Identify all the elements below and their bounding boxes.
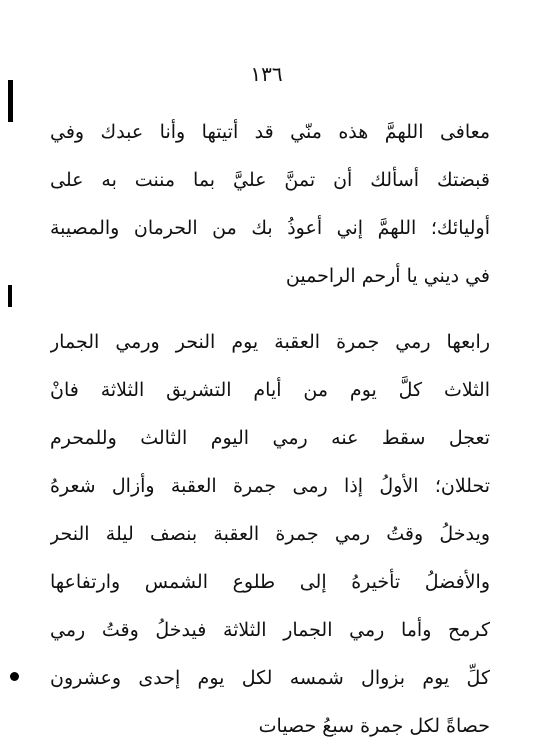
margin-mark <box>8 80 13 122</box>
margin-mark <box>8 285 12 307</box>
text-line: قبضتك أسألك أن تمنَّ عليَّ بما مننت به على <box>50 169 490 191</box>
text-line: الثلاث كلَّ يوم من أيام التشريق الثلاثة فانْ <box>50 379 490 401</box>
text-line: تعجل سقط عنه رمي اليوم الثالث وللمحرم <box>50 427 490 449</box>
text-line: كلِّ يوم بزوال شمسه لكل يوم إحدى وعشرون <box>50 667 490 689</box>
paragraph-rites <box>50 318 490 750</box>
margin-dot <box>10 672 19 681</box>
text-line: معافى اللهمَّ هذه منّي قد أتيتها وأنا عبدك وفي <box>50 121 490 143</box>
page-number: ١٣٦ <box>250 62 283 86</box>
text-line: ويدخلُ وقتُ رمي جمرة العقبة بنصف ليلة النحر <box>50 523 490 545</box>
text-line: والأفضلُ تأخيرهُ إلى طلوع الشمس وارتفاعها <box>50 571 490 593</box>
text-line: رابعها رمي جمرة العقبة يوم النحر ورمي الجمار <box>50 331 490 353</box>
text-line: كرمح وأما رمي الجمار الثلاثة فيدخلُ وقتُ رمي <box>50 619 490 641</box>
text-line: حصاةً لكل جمرة سبعُ حصيات <box>258 715 490 737</box>
text-line: أوليائك؛ اللهمَّ إني أعوذُ بك من الحرمان والمصيبة <box>50 217 490 239</box>
paragraph-prayer <box>50 108 490 300</box>
text-line: في ديني يا أرحم الراحمين <box>285 265 490 287</box>
text-line: تحللان؛ الأولُ إذا رمى جمرة العقبة وأزال شعرهُ <box>50 475 490 497</box>
